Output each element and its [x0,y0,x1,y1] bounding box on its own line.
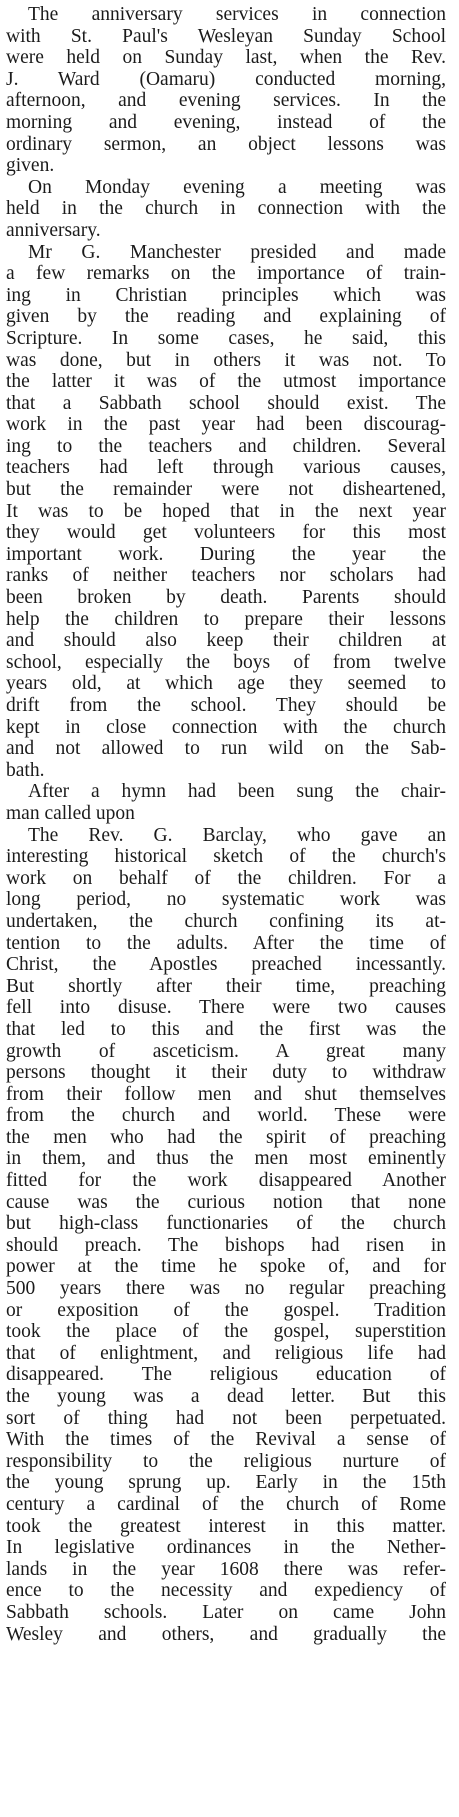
text-line: century a cardinal of the church of Rome [6,1493,446,1515]
text-line: kept in close connection with the church [6,716,446,738]
text-line: a few remarks on the importance of train- [6,263,446,285]
text-line: ranks of neither teachers nor scholars had [6,565,446,587]
text-line: Wesley and others, and gradually the [6,1623,446,1645]
text-line: the latter it was of the utmost importance [6,371,446,393]
text-line: Sabbath schools. Later on came John [6,1601,446,1623]
text-line: given by the reading and explaining of [6,306,446,328]
text-line: that led to this and the first was the [6,1018,446,1040]
text-line: the young was a dead letter. But this [6,1386,446,1407]
text-line: or exposition of the gospel. Tradition [6,1299,446,1321]
text-line: With the times of the Revival a sense of [6,1429,446,1451]
text-line: took the place of the gospel, superstition [6,1321,446,1343]
text-line: Scripture. In some cases, he said, this [6,327,446,349]
text-line: were held on Sunday last, when the Rev. [6,47,446,69]
text-line: undertaken, the church confining its at- [6,910,446,932]
paragraph-manchester-remarks [6,242,446,782]
text-line: but the remainder were not disheartened, [6,479,446,501]
text-line: man called upon [6,802,135,824]
text-line: fell into disuse. There were two causes [6,997,446,1019]
text-line: ordinary sermon, an object lessons was [6,133,446,155]
text-line: growth of asceticism. A great many [6,1040,446,1062]
text-line: that of enlightment, and religious life had [6,1342,446,1364]
text-line: bath. [6,759,45,781]
text-line: that a Sabbath school should exist. The [6,392,446,414]
text-line: school, especially the boys of from twelve [6,651,446,673]
text-line: and should also keep their children at [6,630,446,652]
text-line: After a hymn had been sung the chair- [28,781,446,803]
text-line: given. [6,155,55,177]
paragraph-anniversary-services [6,4,446,177]
text-line: tention to the adults. After the time of [6,932,446,954]
text-line: morning and evening, instead of the [6,111,446,133]
text-line: years old, at which age they seemed to [6,673,446,695]
text-line: cause was the curious notion that none [6,1191,446,1213]
paragraph-monday-meeting [6,177,446,242]
text-line: interesting historical sketch of the church's [6,846,446,868]
text-line: help the children to prepare their lessons [6,608,446,630]
text-line: power at the time he spoke of, and for [6,1256,446,1278]
text-line: anniversary. [6,219,101,241]
text-line: been broken by death. Parents should [6,587,446,609]
text-line: persons thought it their duty to withdraw [6,1062,446,1084]
text-line: lands in the year 1608 there was refer- [6,1558,446,1580]
text-line: responsibility to the religious nurture of [6,1450,446,1472]
text-line: J. Ward (Oamaru) conducted morning, [6,68,446,90]
paragraph-hymn [6,781,446,824]
text-line: was done, but in others it was not. To [6,349,446,371]
text-line: disappeared. The religious education of [6,1364,446,1386]
text-line: should preach. The bishops had risen in [6,1234,446,1256]
text-line: work on behalf of the children. For a [6,867,446,889]
paragraph-barclay-sketch [6,825,446,1646]
text-line: took the greatest interest in this matter. [6,1515,446,1537]
text-line: important work. During the year the [6,543,446,565]
text-line: Mr G. Manchester presided and made [28,241,446,263]
text-line: 500 years there was no regular preaching [6,1278,446,1300]
text-line: and not allowed to run wild on the Sab- [6,738,446,760]
text-line: ence to the necessity and expediency of [6,1580,446,1602]
text-line: ing in Christian principles which was [6,284,446,306]
text-line: long period, no systematic work was [6,889,446,911]
text-line: held in the church in connection with the [6,198,446,220]
text-line: from the church and world. These were [6,1105,446,1127]
text-line: with St. Paul's Wesleyan Sunday School [6,25,446,47]
text-line: Christ, the Apostles preached incessantly. [6,954,446,976]
text-line: The anniversary services in connection [28,4,446,25]
text-line: ing to the teachers and children. Several [6,435,446,457]
text-line: It was to be hoped that in the next year [6,500,446,522]
text-line: On Monday evening a meeting was [28,176,446,198]
text-line: they would get volunteers for this most [6,522,446,544]
text-line: in them, and thus the men most eminently [6,1148,446,1170]
text-line: But shortly after their time, preaching [6,975,446,997]
text-line: teachers had left through various causes, [6,457,446,479]
text-line: from their follow men and shut themselves [6,1083,446,1105]
text-line: work in the past year had been discourag- [6,414,446,436]
text-line: drift from the school. They should be [6,695,446,716]
text-line: the men who had the spirit of preaching [6,1126,446,1148]
text-line: The Rev. G. Barclay, who gave an [28,824,446,846]
text-line: sort of thing had not been perpetuated. [6,1407,446,1429]
text-line: fitted for the work disappeared Another [6,1170,446,1192]
text-line: afternoon, and evening services. In the [6,90,446,112]
text-line: but high-class functionaries of the church [6,1213,446,1235]
text-line: In legislative ordinances in the Nether- [6,1537,446,1559]
text-line: the young sprung up. Early in the 15th [6,1472,446,1494]
article-column [6,4,446,1645]
